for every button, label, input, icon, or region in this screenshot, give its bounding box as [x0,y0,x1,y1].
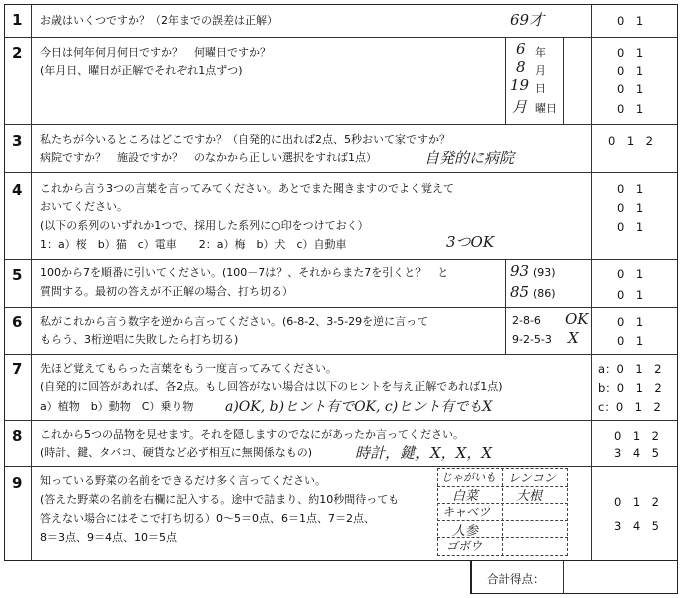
row-divider [4,37,678,38]
vegetable-answer: ゴボウ [446,539,483,553]
question-number: 2 [12,44,23,62]
answer-handwritten: OK [565,310,589,328]
column-divider [505,259,506,354]
score-options: 0 1 [617,288,644,302]
answer-handwritten: 93 [510,262,530,280]
row-divider [4,354,678,355]
score-options: a：0 1 2 [598,362,662,376]
answer-handwritten: 85 [510,283,530,301]
answer-handwritten: 19 [510,76,530,94]
row-divider [4,259,678,260]
score-options: 0 1 2 [614,429,659,443]
question-number: 5 [12,266,23,284]
answer-handwritten: 69才 [510,11,545,29]
question-text: これから5つの品物を見せます。それを隠しますのでなにがあったか言ってください。 [40,428,465,441]
question-text: (年月日、曜日が正解でそれぞれ1点ずつ) [40,64,243,77]
question-text: 私がこれから言う数字を逆から言ってください。(6-8-2、3-5-29を逆に言って [40,315,429,328]
grid-line [502,468,503,556]
score-options: 0 1 [617,102,644,116]
field-unit: 年 [535,46,546,59]
score-options: 0 1 [617,82,644,96]
answer-handwritten: 自発的に病院 [424,149,515,167]
row-divider [4,307,678,308]
column-divider [505,37,506,124]
question-text: おいてください。 [40,200,128,213]
vegetable-answer: レンコン [508,471,556,485]
expected-value: (86) [533,287,556,300]
question-number: 4 [12,181,23,199]
row-divider [4,124,678,125]
question-text: 今日は何年何月何日ですか？ 何曜日ですか？ [40,46,271,59]
score-options: 0 1 [617,182,644,196]
answer-handwritten: X [568,329,579,347]
score-options: 3 4 5 [614,446,659,460]
question-number: 7 [12,360,23,378]
answer-handwritten: 8 [516,58,526,76]
answer-handwritten: a)OK, b)ヒント有でOK, c)ヒント有でもX [225,399,493,415]
score-options: 0 1 2 [614,495,659,509]
digit-sequence: 2-8-6 [512,314,541,327]
vegetable-answer: じゃがいも [441,471,496,484]
total-score-box [470,561,678,594]
question-number: 6 [12,313,23,331]
question-number: 8 [12,427,23,445]
question-text: (自発的に回答があれば、各2点。もし回答がない場合は以下のヒントを与え正解であれば1点) [40,380,503,393]
column-divider [563,37,564,124]
column-divider [591,4,592,561]
total-score-label: 合計得点： [487,572,545,586]
vegetable-answer: キャベツ [442,505,491,519]
question-number: 9 [12,474,23,492]
question-text: 100から7を順番に引いてください。(100－7は？、それからまた7を引くと？ と [40,266,449,279]
question-text: もらう、3桁逆唱に失敗したら打ち切る) [40,333,239,346]
score-options: b：0 1 2 [598,381,662,395]
score-options: 0 1 [617,267,644,281]
vegetable-answer: 大根 [516,489,543,504]
question-text: 先ほど覚えてもらった言葉をもう一度言ってみてください。 [40,362,337,375]
question-text: 1：a）桜 b）猫 c）電車 2：a）梅 b）犬 c）自動車 [40,238,347,251]
question-number: 1 [12,11,23,29]
question-text: a）植物 b）動物 C）乗り物 [40,400,194,413]
question-text: これから言う3つの言葉を言ってみてください。あとでまた聞きますのでよく覚えて [40,182,454,195]
score-options: 0 1 [617,315,644,329]
score-options: c：0 1 2 [598,400,661,414]
question-text: (以下の系列のいずれか1つで、採用した系列に○印をつけておく） [40,219,369,232]
question-text: 答えない場合にはそこで打ち切る）0～5＝0点、6＝1点、7＝2点、 [40,512,375,525]
column-divider [563,561,564,594]
score-options: 0 1 2 [608,134,653,148]
field-unit: 曜日 [535,102,557,115]
score-options: 0 1 [617,14,644,28]
digit-sequence: 9-2-5-3 [512,333,552,346]
question-text: (答えた野菜の名前を右欄に記入する。途中で詰まり、約10秒間待っても [40,493,400,506]
question-text: 私たちが今いるところはどこですか？（自発的に出れば2点、5秒おいて家ですか？ [40,133,450,146]
question-text: 質問する。最初の答えが不正解の場合、打ち切る） [40,285,293,298]
question-text: (時計、鍵、タバコ、硬貨など必ず相互に無関係なもの) [40,446,313,459]
score-options: 0 1 [617,220,644,234]
expected-value: (93) [533,266,556,279]
question-number: 3 [12,132,23,150]
score-options: 0 1 [617,46,644,60]
field-unit: 月 [535,64,546,77]
field-unit: 日 [535,82,546,95]
score-options: 0 1 [617,201,644,215]
question-text: 知っている野菜の名前をできるだけ多く言ってください。 [40,474,326,487]
row-divider [4,172,678,173]
score-options: 0 1 [617,64,644,78]
answer-handwritten: 月 [512,98,528,116]
question-text: お歳はいくつですか？（2年までの誤差は正解） [40,14,278,27]
answer-handwritten: 3つOK [446,233,495,251]
score-options: 0 1 [617,334,644,348]
vegetable-answer: 人参 [452,524,479,539]
score-options: 3 4 5 [614,519,659,533]
answer-handwritten: 時計，鍵，X，X，X [355,444,493,462]
question-text: 病院ですか？ 施設ですか？ のなかから正しい選択をすれば1点） [40,151,377,164]
row-divider [4,466,678,467]
vegetable-answer: 白菜 [452,489,479,504]
row-divider [4,420,678,421]
question-text: 8＝3点、9＝4点、10＝5点 [40,531,177,544]
answer-handwritten: 6 [516,40,526,58]
column-divider [31,4,32,561]
